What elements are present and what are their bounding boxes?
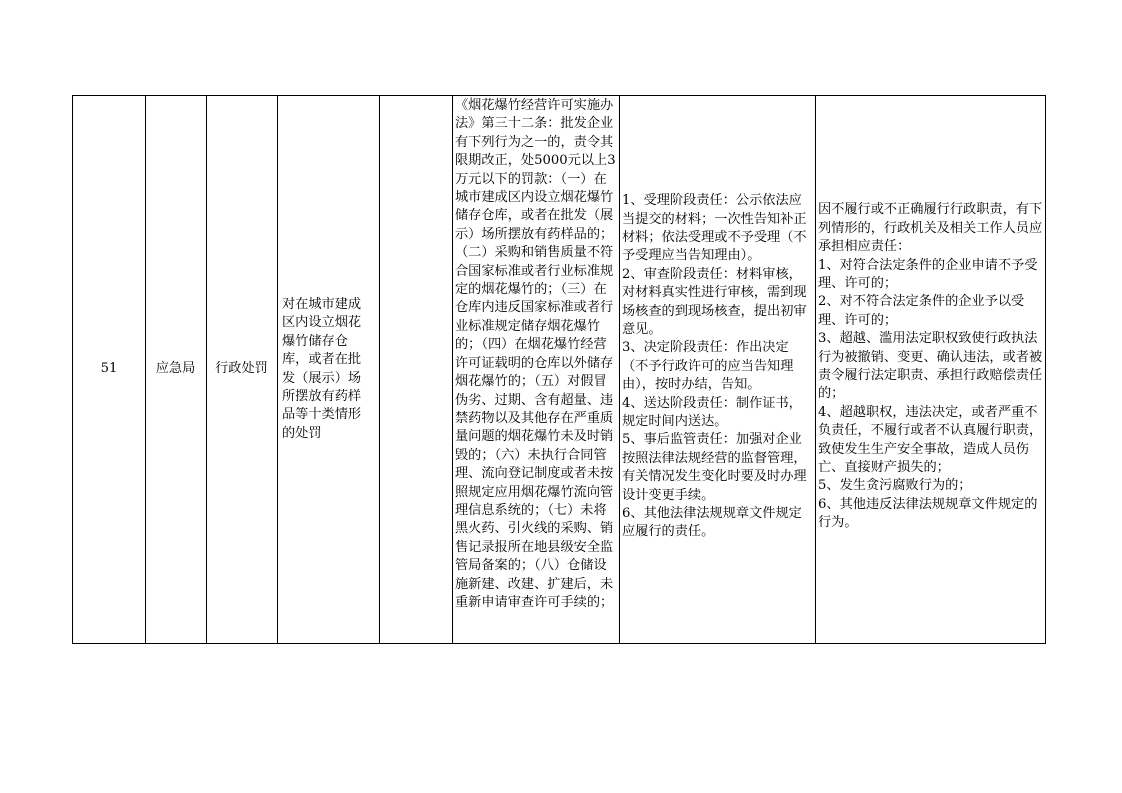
sub-item-cell — [379, 96, 452, 643]
category-cell — [206, 96, 277, 643]
power-category: 行政处罚 — [215, 361, 268, 377]
legal-basis-cell — [452, 96, 619, 643]
liability-cell — [815, 96, 1047, 643]
department-cell — [145, 96, 206, 643]
power-item-name: 对在城市建成区内设立烟花爆竹储存仓库，或者在批发（展示）场所摆放有药样品等十类情形的处罚 — [282, 296, 362, 441]
row-number-cell — [73, 96, 145, 643]
legal-basis-text: 《烟花爆竹经营许可实施办法》第三十二条：批发企业有下列行为之一的，责令其限期改正，处5000元以上3万元以下的罚款：（一）在城市建成区内设立烟花爆竹储存仓库，或者在批发（展示）场所摆放有药样品的；（二）采购和销售质量不符合国家标准或者行业标准规定的烟花爆竹的；（三）在仓库内违反国家标准或者行业标准规定储存烟花爆竹的；（四）在烟花爆竹经营许可证载明的仓库以外储存烟花爆竹的；（五）对假冒伪劣、过期、含有超量、违禁药物以及其他存在严重质量问题的烟花爆竹未及时销毁的；（六）未执行合同管理、流向登记制度或者未按照规定应用烟花爆竹流向管理信息系统的；（七）未将黑火药、引火线的采购、销售记录报所在地县级安全监管局备案的；（八）仓储设施新建、改建、扩建后，未重新申请审查许可手续的； — [455, 98, 616, 610]
responsibility-cell — [619, 96, 815, 643]
department: 应急局 — [155, 361, 196, 377]
responsibility-text: 1、受理阶段责任：公示依法应当提交的材料；一次性告知补正材料；依法受理或不予受理（不予受理应当告知理由）。 2、审查阶段责任：材料审核，对材料真实性进行审核，需到现场核查的到现场核查，提出初审意见。 3、决定阶段责任：作出决定（不予行政许可的应当告知理由），按时办结，告知。 4、送达阶段责任：制作证书，规定时间内送达。 5、事后监管责任：加强对企业按照法律法规经营的监督管理，有关情况发生变化时要及时办理设计变更手续。 6、其他法律法规规章文件规定应履行的责任。 — [622, 193, 807, 540]
liability-text: 因不履行或不正确履行行政职责，有下列情形的，行政机关及相关工作人员应承担相应责任： 1、对符合法定条件的企业申请不予受理、许可的； 2、对不符合法定条件的企业予以受理、许可的； 3、超越、滥用法定职权致使行政执法行为被撤销、变更、确认违法，或者被责令履行法定职责、承担行政赔偿责任的； 4、超越职权，违法决定，或者严重不负责任，不履行或者不认真履行职责，致使发生生产安全事故，造成人员伤亡、直接财产损失的； 5、发生贪污腐败行为的； 6、其他违反法律法规规章文件规定的行为。 — [818, 202, 1043, 531]
item-name-cell — [277, 96, 379, 643]
power-list-table — [72, 95, 1046, 644]
row-number: 51 — [100, 361, 118, 377]
